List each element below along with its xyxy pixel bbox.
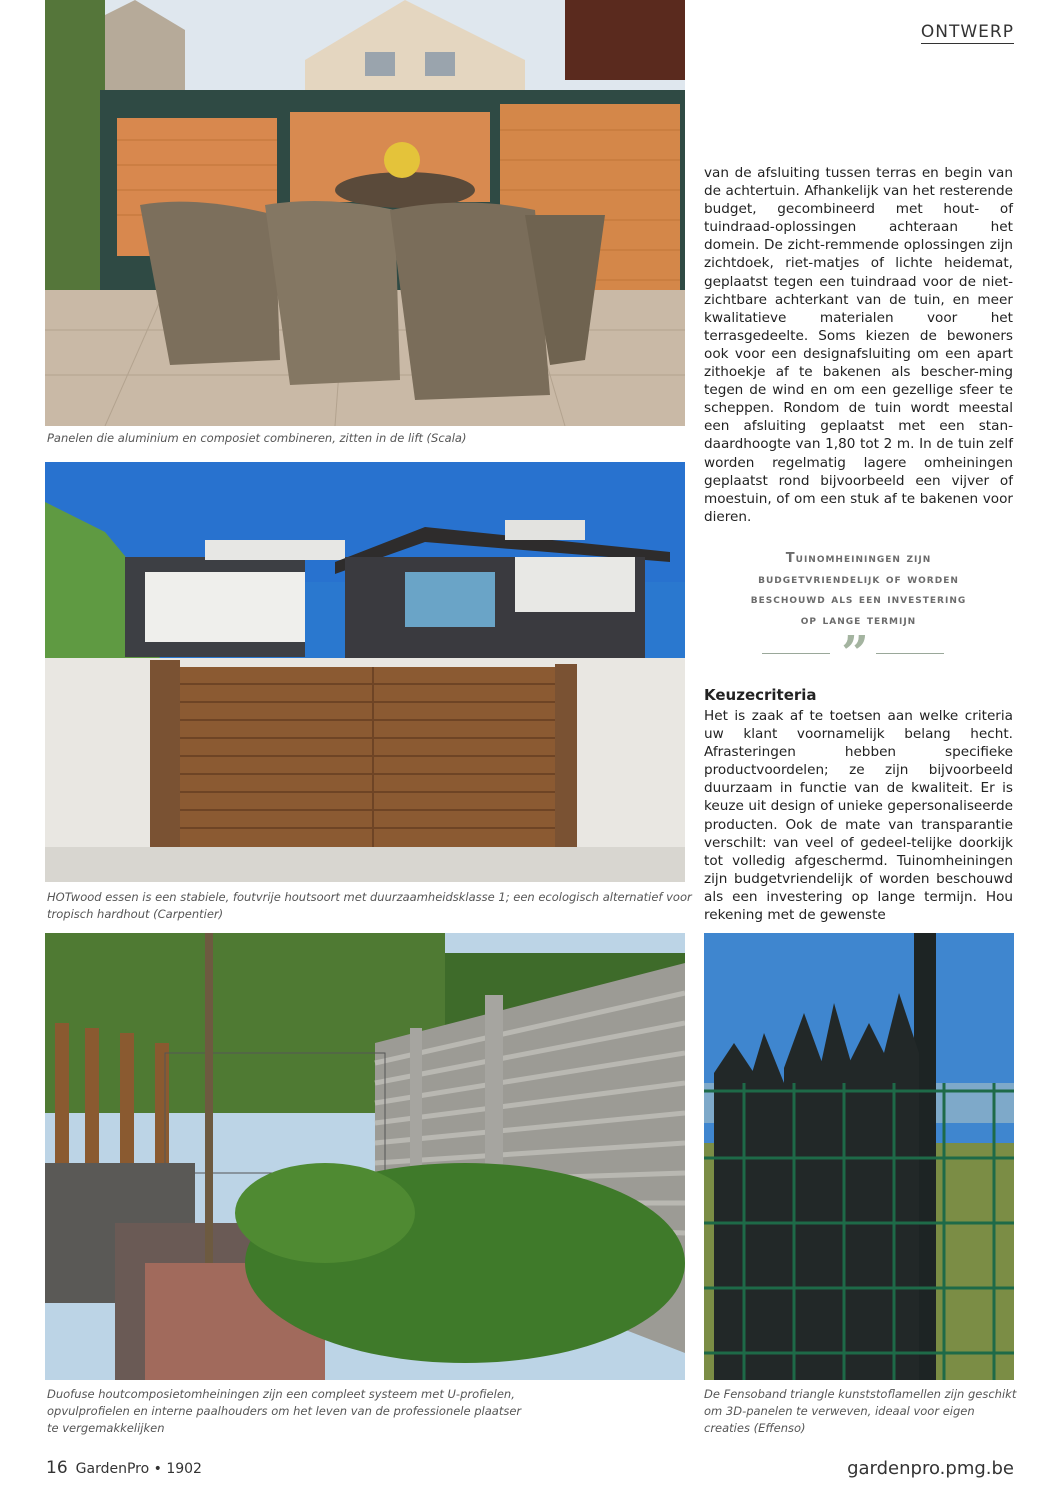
caption-photo-1: Panelen die aluminium en composiet combineren, zitten in de lift (Scala) bbox=[47, 431, 467, 445]
website-link[interactable]: gardenpro.pmg.be bbox=[847, 1458, 1014, 1479]
article-paragraph-1-text: van de afsluiting tussen terras en begin van de achtertuin. Afhankelijk van het resterende budget, gecombineerd met hout- of tuindraad-oplossingen achteraan het domein. De zicht-remmende oplossingen zijn zichtdoek, riet-matjes of lichte heidemat, geplaatst tegen een tuindraad voor de niet-zichtbare achterkant van de tuin, en meer kwalitatieve materialen voor het terrasgedeelte. Soms kiezen de bewoners ook voor een designafsluiting om een apart zithoekje af te bakenen als bescher-ming tegen de wind en om een gezellige sfeer te scheppen. Rondom de tuin wordt meestal een afsluiting geplaatst met een stan-daardhoogte van 1,80 tot 2 m. In de tuin zelf worden regelmatig lagere omheiningen geplaatst rond bijvoorbeeld een vijver of moestuin, of om een stuk af te bakenen voor dieren. bbox=[704, 165, 1013, 525]
quote-rule-right bbox=[876, 653, 944, 654]
caption-photo-4-line1: De Fensoband triangle kunststoflamellen zijn geschikt bbox=[704, 1387, 1017, 1401]
caption-photo-3-line2: opvulprofielen en interne paalhouders om het leven van de professionele plaatser bbox=[47, 1404, 522, 1418]
pull-quote-line-4: op lange termijn bbox=[800, 612, 917, 628]
caption-photo-3-line3: te vergemakkelijken bbox=[47, 1421, 165, 1435]
quote-mark-icon: ” bbox=[841, 626, 869, 682]
caption-photo-3-line1: Duofuse houtcomposietomheiningen zijn een compleet systeem met U-profielen, bbox=[47, 1387, 515, 1401]
caption-photo-2-line1: HOTwood essen is een stabiele, foutvrije houtsoort met duurzaamheidsklasse 1; een ecologisch alternatief voor bbox=[47, 890, 692, 904]
pull-quote-line-3: beschouwd als een investering bbox=[750, 592, 967, 607]
pull-quote-line-2: budgetvriendelijk of worden bbox=[758, 571, 959, 587]
article-paragraph-2 bbox=[704, 707, 1013, 924]
photo-wooden-gate bbox=[45, 462, 685, 882]
quote-rule-left bbox=[762, 653, 830, 654]
page-number: 16 bbox=[46, 1458, 68, 1478]
photo-composite-fence bbox=[45, 933, 685, 1380]
caption-photo-2-line2: tropisch hardhout (Carpentier) bbox=[47, 907, 224, 921]
pull-quote-line-1: Tuinomheiningen zijn bbox=[785, 551, 932, 566]
article-paragraph-2-text: Het is zaak af te toetsen aan welke criteria uw klant voornamelijk belang hecht. Afrasteringen hebben specifieke productvoordelen; ze zijn bijvoorbeeld duurzaam in functie van de kwaliteit. Er is keuze uit design of unieke gepersonaliseerde producten. Ook de mate van transparantie verschilt: van veel of gedeel-telijke doorkijk tot volledig afgeschermd. Tuinomheiningen zijn budgetvriendelijk of worden beschouwd als een investering op lange termijn. Hou rekening met de gewenste bbox=[704, 708, 1013, 924]
magazine-issue: GardenPro • 1902 bbox=[75, 1461, 202, 1477]
caption-photo-4-line3: creaties (Effenso) bbox=[704, 1421, 806, 1435]
pull-quote bbox=[704, 549, 1013, 631]
article-paragraph-1 bbox=[704, 164, 1013, 526]
caption-photo-4-line2: om 3D-panelen te verweven, ideaal voor eigen bbox=[704, 1404, 975, 1418]
subheading-keuzecriteria: Keuzecriteria bbox=[704, 686, 817, 704]
photo-terrace-chairs bbox=[45, 0, 685, 426]
footer-left bbox=[46, 1458, 202, 1478]
photo-fensoband-panel bbox=[704, 933, 1014, 1380]
section-label: ONTWERP bbox=[920, 22, 1014, 42]
